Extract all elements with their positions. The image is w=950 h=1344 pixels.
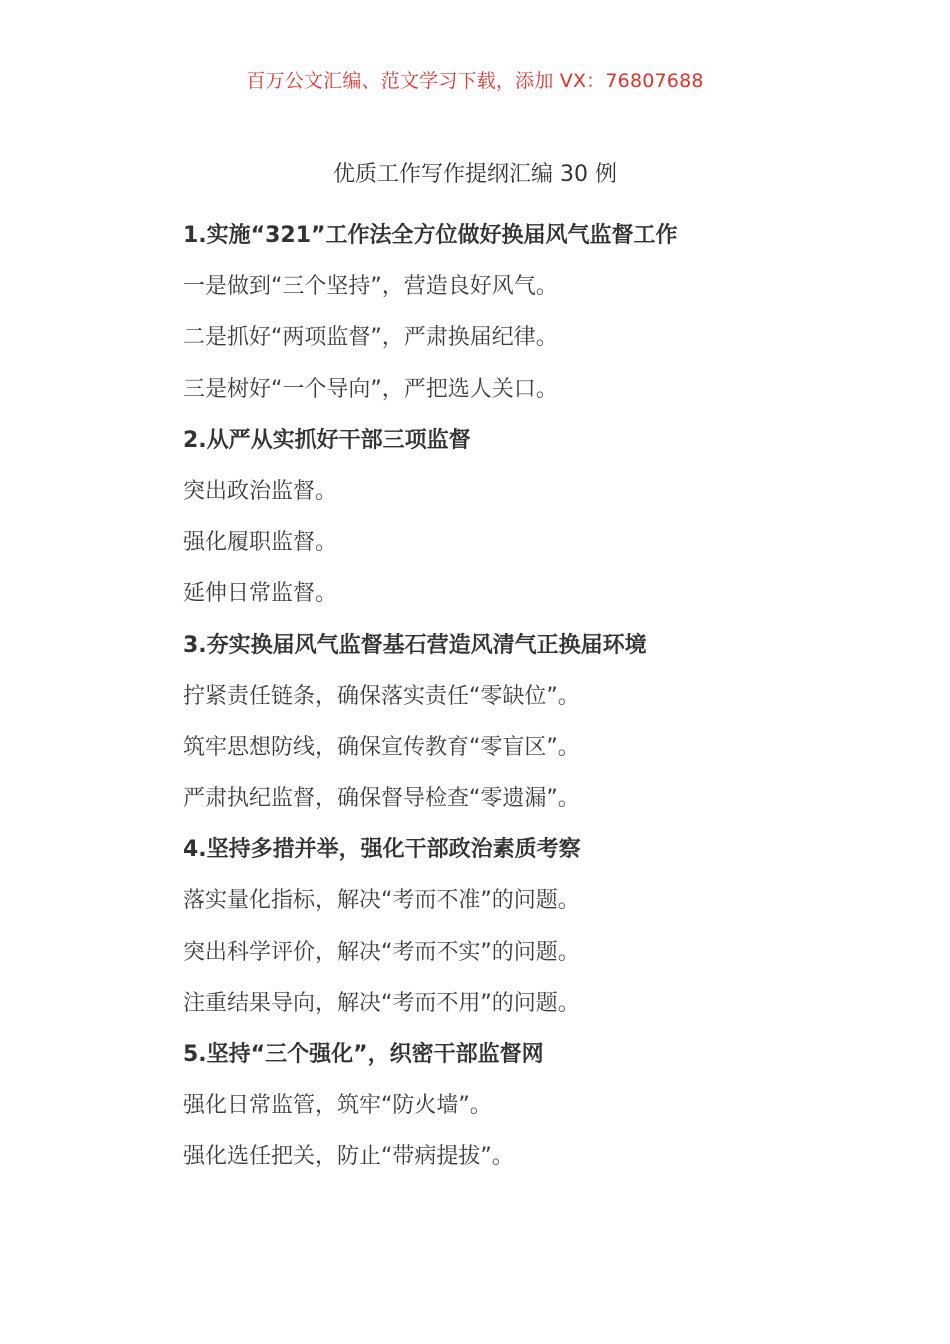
list-item: 一是做到“三个坚持”，营造良好风气。 (183, 274, 558, 300)
list-item: 强化履职监督。 (183, 530, 338, 556)
header-watermark: 百万公文汇编、范文学习下载，添加 VX：76807688 (246, 70, 704, 92)
document-body (183, 214, 883, 1187)
list-item: 突出政治监督。 (183, 478, 338, 504)
section-heading: 1.实施“321”工作法全方位做好换届风气监督工作 (183, 223, 678, 248)
list-item: 突出科学评价，解决“考而不实”的问题。 (183, 939, 580, 965)
list-item: 落实量化指标，解决“考而不准”的问题。 (183, 888, 580, 914)
list-item: 筑牢思想防线，确保宣传教育“零盲区”。 (183, 734, 580, 760)
document-title: 优质工作写作提纲汇编 30 例 (333, 162, 617, 187)
section-heading: 4.坚持多措并举，强化干部政治素质考察 (183, 837, 581, 863)
list-item: 严肃执纪监督，确保督导检查“零遗漏”。 (183, 786, 580, 812)
list-item: 拧紧责任链条，确保落实责任“零缺位”。 (183, 683, 580, 709)
list-item: 三是树好“一个导向”，严把选人关口。 (183, 376, 558, 402)
section-heading: 3.夯实换届风气监督基石营造风清气正换届环境 (183, 632, 647, 658)
list-item: 延伸日常监督。 (183, 581, 338, 607)
list-item: 强化日常监管，筑牢“防火墙”。 (183, 1093, 492, 1119)
section-heading: 5.坚持“三个强化”，织密干部监督网 (183, 1042, 544, 1067)
list-item: 二是抓好“两项监督”，严肃换届纪律。 (183, 325, 558, 351)
list-item: 强化选任把关，防止“带病提拔”。 (183, 1144, 514, 1170)
list-item: 注重结果导向，解决“考而不用”的问题。 (183, 990, 580, 1016)
section-heading: 2.从严从实抓好干部三项监督 (183, 427, 471, 453)
